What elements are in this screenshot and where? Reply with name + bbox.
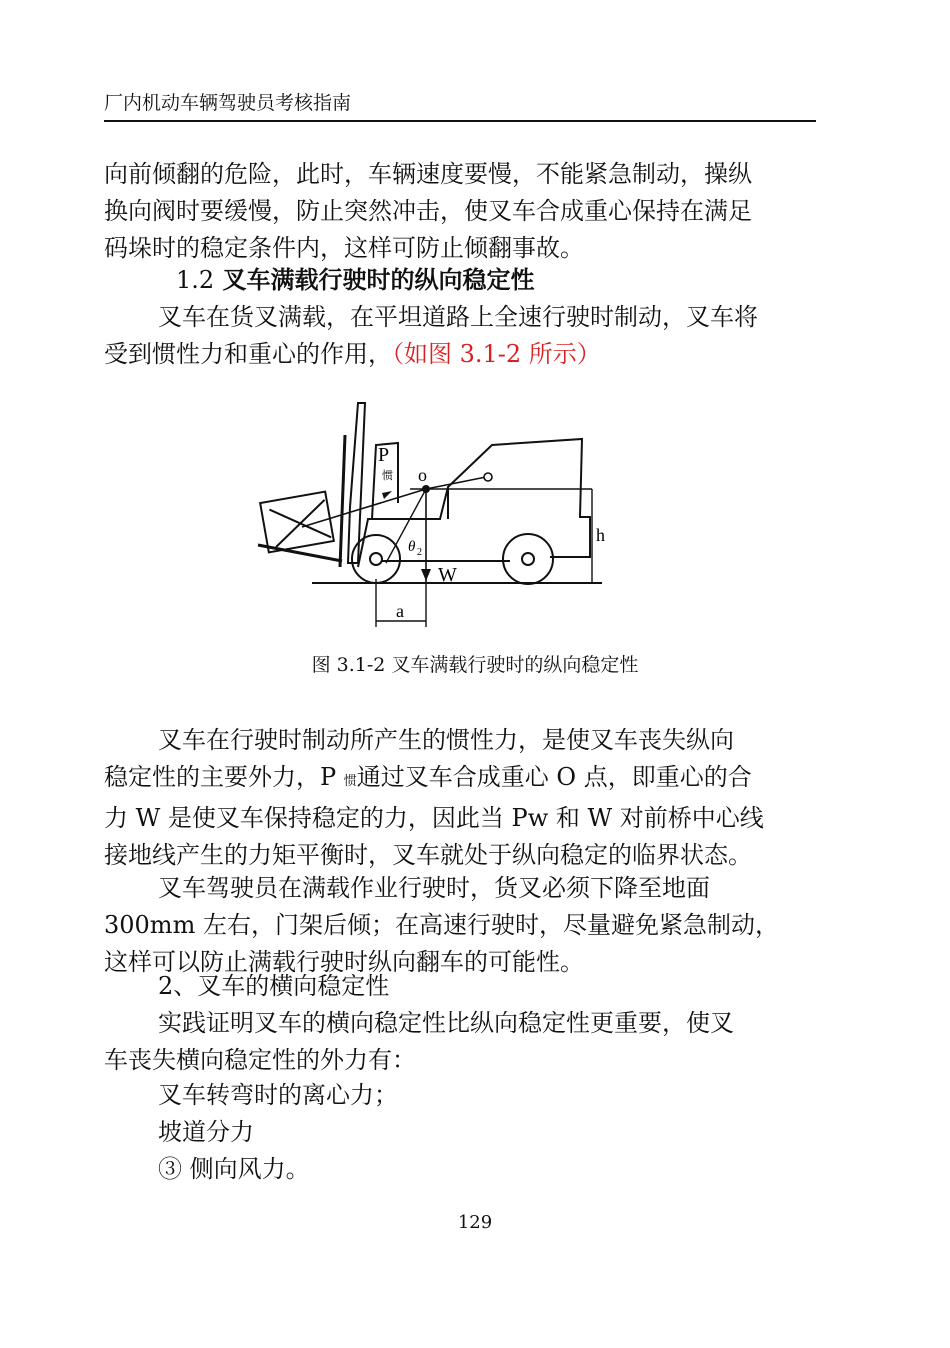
inertia-line xyxy=(302,489,426,527)
section-heading-1-2 xyxy=(176,262,535,299)
forklift-stability-figure xyxy=(250,395,615,630)
center-of-gravity-point xyxy=(422,485,430,493)
text-line: 向前倾翻的危险，此时，车辆速度要慢，不能紧急制动，操纵 xyxy=(104,160,752,188)
figure-reference: （如图 3.1-2 所示） xyxy=(392,340,601,368)
text-line: 叉车在行驶时制动所产生的惯性力，是使叉车丧失纵向 xyxy=(158,726,734,754)
text-line: 接地线产生的力矩平衡时，叉车就处于纵向稳定的临界状态。 xyxy=(104,841,752,869)
text-line: 力 W 是使叉车保持稳定的力，因此当 Pw 和 W 对前桥中心线 xyxy=(104,804,764,832)
text-segment: 通过叉车合成重心 O 点，即重心的合 xyxy=(356,763,752,791)
section-title: 叉车满载行驶时的纵向稳定性 xyxy=(222,266,535,294)
running-header: 厂内机动车辆驾驶员考核指南 xyxy=(104,90,816,122)
text-line: 300mm 左右，门架后倾；在高速行驶时，尽量避免紧急制动， xyxy=(104,911,779,939)
text-line: 车丧失横向稳定性的外力有： xyxy=(104,1046,416,1074)
list-item: 坡道分力 xyxy=(158,1118,254,1146)
cg-label: o xyxy=(418,465,427,485)
text-line: 这样可以防止满载行驶时纵向翻车的可能性。 xyxy=(104,948,584,976)
lateral-paragraph xyxy=(104,1005,816,1079)
weight-label: W xyxy=(438,564,457,586)
subscript: 惯 xyxy=(343,774,357,789)
section-title: 2、叉车的横向稳定性 xyxy=(158,972,390,1000)
inertia-paragraph xyxy=(104,722,816,874)
text-line xyxy=(104,336,816,373)
force-list xyxy=(104,1077,816,1188)
list-item: ③ 侧向风力。 xyxy=(158,1155,310,1183)
rear-wheel xyxy=(503,534,553,584)
angle-label: θ xyxy=(408,539,416,555)
page-number: 129 xyxy=(457,1212,493,1233)
weight-arrow xyxy=(421,569,431,581)
text-segment: 稳定性的主要外力，P xyxy=(104,763,344,791)
a-label: a xyxy=(396,601,404,621)
list-item: 叉车转弯时的离心力； xyxy=(158,1081,398,1109)
mast-rail xyxy=(340,435,345,567)
braking-paragraph xyxy=(104,299,816,373)
h-label: h xyxy=(596,525,605,545)
figure-caption: 图 3.1-2 叉车满载行驶时的纵向稳定性 xyxy=(311,654,639,676)
inertia-force-sub: 惯 xyxy=(382,469,393,482)
section-number: 1.2 xyxy=(176,266,215,294)
section-heading-2 xyxy=(104,968,816,1005)
chassis xyxy=(358,439,590,567)
text-line: 叉车驾驶员在满载作业行驶时，货叉必须下降至地面 xyxy=(158,874,710,902)
driver-paragraph xyxy=(104,870,816,981)
angle-sub: 2 xyxy=(417,547,422,558)
text-line: 实践证明叉车的横向稳定性比纵向稳定性更重要，使叉 xyxy=(158,1009,734,1037)
text-line xyxy=(104,759,816,800)
text-segment: 受到惯性力和重心的作用， xyxy=(104,340,392,368)
text-line: 码垛时的稳定条件内，这样可防止倾翻事故。 xyxy=(104,234,584,262)
text-line: 叉车在货叉满载，在平坦道路上全速行驶时制动，叉车将 xyxy=(158,303,758,331)
intro-paragraph xyxy=(104,156,816,267)
inertia-force-label: P xyxy=(378,444,390,466)
text-line: 换向阀时要缓慢，防止突然冲击，使叉车合成重心保持在满足 xyxy=(104,197,752,225)
